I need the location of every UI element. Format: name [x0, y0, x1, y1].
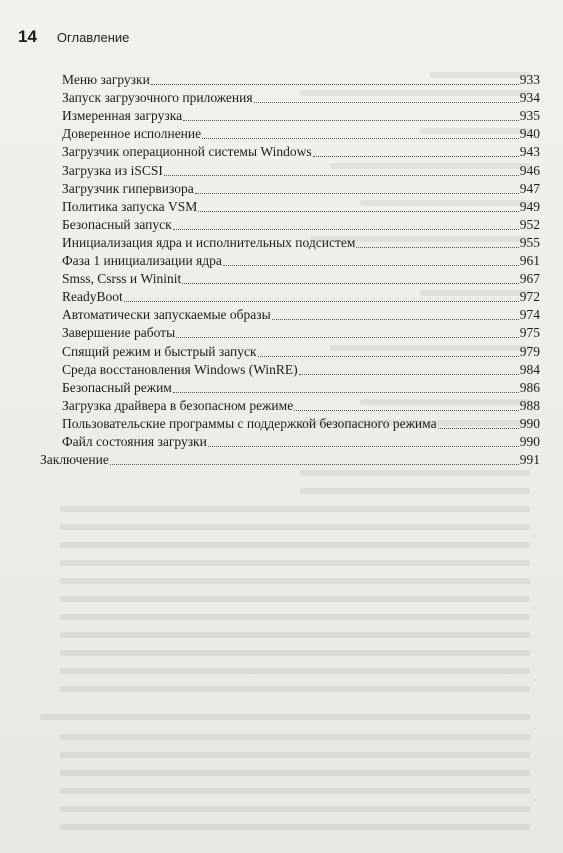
toc-entry: [62, 88, 540, 106]
toc-entry-page: 974: [519, 307, 540, 323]
toc-entry-title: Завершение работы: [62, 325, 176, 341]
toc-entry-title: Smss, Csrss и Wininit: [62, 271, 182, 287]
running-title: Оглавление: [56, 30, 130, 45]
toc-entry-page: 940: [519, 126, 540, 142]
page-header: [18, 27, 129, 47]
toc-entry: [62, 305, 540, 323]
toc-entry: [62, 233, 540, 251]
toc-entry-page: 988: [519, 397, 540, 413]
toc-entry-page: 991: [519, 452, 540, 468]
dot-leader: [313, 155, 519, 157]
dot-leader: [195, 192, 519, 194]
toc-entry: [62, 342, 540, 360]
toc-entry-title: Загрузчик операционной системы Windows: [62, 144, 312, 160]
dot-leader: [208, 445, 519, 447]
toc-entry-page: 990: [519, 415, 540, 431]
dot-leader: [272, 318, 519, 320]
toc-entry-title: Безопасный запуск: [62, 216, 172, 232]
toc-entry-title: Среда восстановления Windows (WinRE): [62, 361, 298, 377]
toc-entry: [62, 142, 540, 160]
dot-leader: [299, 373, 519, 375]
toc-entry: [62, 179, 540, 197]
toc-entry: [62, 215, 540, 233]
toc-entry: [62, 70, 540, 88]
toc-entry: [62, 414, 540, 432]
dot-leader: [254, 101, 519, 103]
toc-entry-page: 935: [519, 108, 540, 124]
toc-entry-title: Пользовательские программы с поддержкой безопасного режима: [62, 415, 437, 431]
toc-entry-page: 947: [519, 180, 540, 196]
toc-entry: [62, 106, 540, 124]
toc-entry: [62, 124, 540, 142]
toc-entry-page: 943: [519, 144, 540, 160]
toc-entry: [62, 197, 540, 215]
toc-entry: [62, 287, 540, 305]
dot-leader: [294, 409, 519, 411]
toc-entry-title: Заключение: [40, 452, 109, 468]
toc-entry: [62, 269, 540, 287]
dot-leader: [110, 463, 519, 465]
toc-entry-title: Спящий режим и быстрый запуск: [62, 343, 257, 359]
toc-entry: [62, 360, 540, 378]
dot-leader: [198, 210, 519, 212]
toc-entry: [62, 396, 540, 414]
toc-entry-page: 979: [519, 343, 540, 359]
toc-entry-title: Политика запуска VSM: [62, 198, 198, 214]
toc-entry-page: 972: [519, 289, 540, 305]
dot-leader: [182, 282, 519, 284]
toc-entry-title: Безопасный режим: [62, 379, 172, 395]
toc-entry-page: 984: [519, 361, 540, 377]
toc-entry-page: 955: [519, 234, 540, 250]
toc-entry: [62, 251, 540, 269]
toc-entry-page: 933: [519, 72, 540, 87]
dot-leader: [176, 336, 519, 338]
toc-entry-page: 952: [519, 216, 540, 232]
toc-entry-title: Загрузка из iSCSI: [62, 162, 163, 178]
dot-leader: [438, 427, 519, 429]
toc-entry-page: 949: [519, 198, 540, 214]
toc-entry-page: 975: [519, 325, 540, 341]
toc-entry-title: Загрузка драйвера в безопасном режиме: [62, 397, 294, 413]
dot-leader: [173, 228, 519, 230]
toc-entry-title: Запуск загрузочного приложения: [62, 90, 253, 106]
toc-entry-page: 946: [519, 162, 540, 178]
toc-entry-title: Файл состояния загрузки: [62, 434, 207, 449]
toc-entry: [62, 432, 540, 450]
dot-leader: [202, 137, 519, 139]
dot-leader: [164, 174, 519, 176]
dot-leader: [183, 119, 519, 121]
toc-entry-page: 967: [519, 271, 540, 287]
dot-leader: [356, 246, 518, 248]
toc-entry-title: Загрузчик гипервизора: [62, 180, 194, 196]
toc-entry-title: Доверенное исполнение: [62, 126, 202, 142]
toc-entry-page: 934: [519, 90, 540, 106]
toc-entry-title: ReadyBoot: [62, 289, 123, 305]
toc-entry-title: Инициализация ядра и исполнительных подсистем: [62, 234, 356, 250]
toc-entry: [62, 378, 540, 396]
toc-entry: [62, 323, 540, 341]
dot-leader: [223, 264, 519, 266]
toc-entry: [62, 161, 540, 179]
page-number: 14: [18, 27, 37, 46]
toc-entry-title: Фаза 1 инициализации ядра: [62, 253, 222, 268]
toc-entry-page: 986: [519, 379, 540, 395]
toc-entry-page: 990: [519, 434, 540, 449]
toc-entry-title: Автоматически запускаемые образы: [62, 307, 271, 323]
toc-entry-page: 961: [519, 253, 540, 268]
toc-entry-title: Меню загрузки: [62, 72, 150, 87]
dot-leader: [258, 355, 519, 357]
toc-entry-title: Измеренная загрузка: [62, 108, 183, 124]
toc-entry: [40, 450, 540, 468]
dot-leader: [173, 391, 519, 393]
dot-leader: [151, 83, 519, 85]
dot-leader: [124, 300, 519, 302]
